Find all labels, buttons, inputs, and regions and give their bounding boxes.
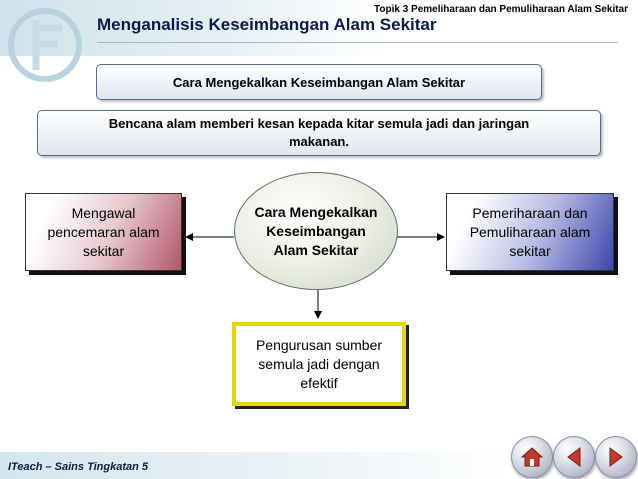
home-icon — [512, 437, 552, 477]
strategy-pollution-control: Mengawal pencemaran alam sekitar — [25, 193, 182, 271]
statement-text: Bencana alam memberi kesan kepada kitar semula jadi dan jaringan makanan. — [108, 116, 530, 149]
page-title: Menganalisis Keseimbangan Alam Sekitar — [97, 15, 437, 34]
forward-button[interactable] — [595, 436, 637, 478]
topic-label: Topik 3 Pemeliharaan dan Pemuliharaan Alam Sekitar — [374, 4, 628, 15]
center-topic-ellipse: Cara Mengekalkan Keseimbangan Alam Sekitar — [234, 172, 398, 290]
back-arrow-icon — [554, 437, 594, 477]
forward-arrow-icon — [596, 437, 636, 477]
back-button[interactable] — [553, 436, 595, 478]
strategy-resource-management: Pengurusan sumber semula jadi dengan efektif — [232, 322, 406, 406]
home-button[interactable] — [511, 436, 553, 478]
footer-label: ITeach – Sains Tingkatan 5 — [8, 461, 148, 473]
subtitle-box: Cara Mengekalkan Keseimbangan Alam Sekitar — [96, 64, 542, 100]
strategy-conservation: Pemeriharaan dan Pemuliharaan alam sekitar — [446, 193, 614, 271]
